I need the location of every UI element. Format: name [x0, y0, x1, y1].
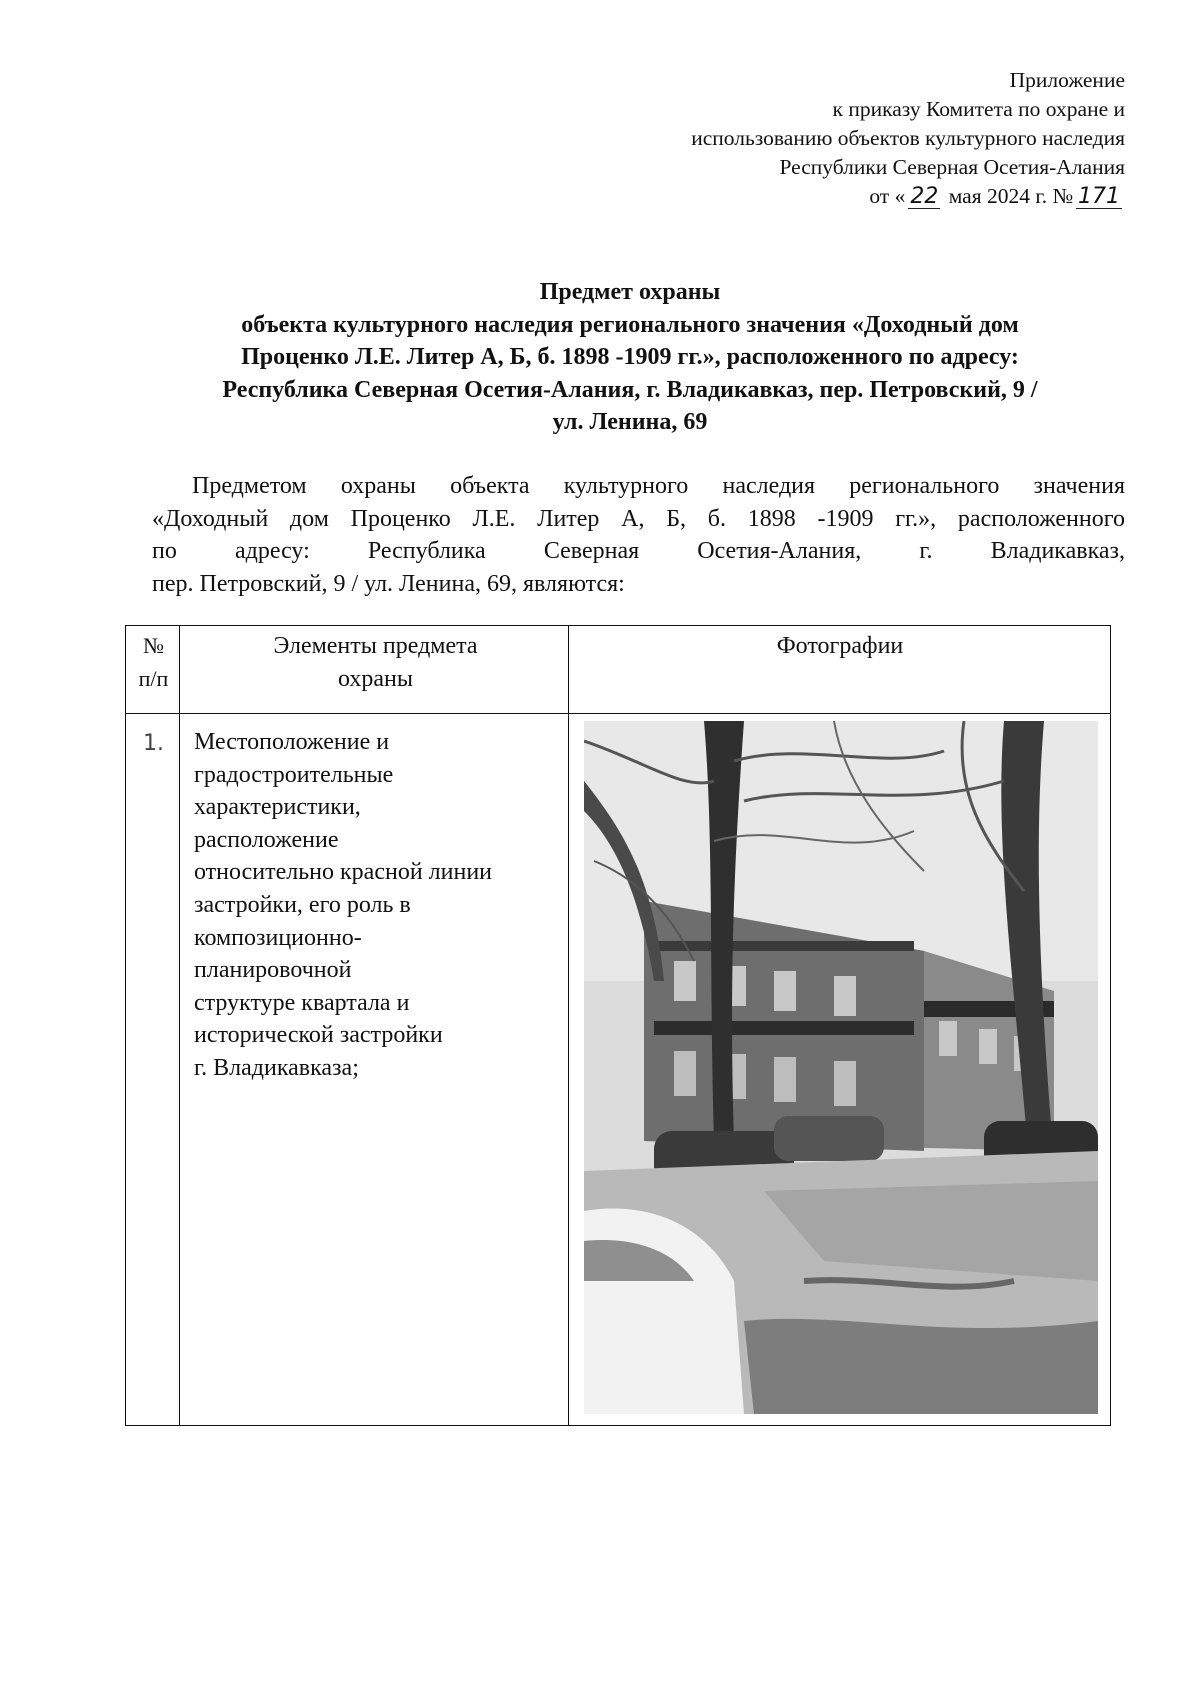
description-line: Местоположение и [194, 729, 390, 755]
description-line: исторической застройки [194, 1022, 443, 1049]
row-element-description [194, 726, 569, 1085]
appendix-line: использованию объектов культурного наследия [691, 126, 1125, 150]
date-prefix: от « [869, 184, 906, 208]
description-line: расположение [194, 826, 339, 853]
header-elements-line: Элементы предмета [273, 633, 478, 659]
description-line: градостроительные [194, 761, 394, 788]
header-photos: Фотографии [776, 633, 904, 659]
header-elements [181, 630, 570, 695]
handwritten-day: 22 [910, 184, 939, 209]
header-divider [126, 713, 1110, 714]
title-line: Предмет охраны [539, 279, 721, 305]
appendix-line: Приложение [1009, 68, 1125, 92]
intro-line: по адресу: Республика Северная Осетия-Алания, г. Владикавказ, [152, 538, 1125, 564]
date-middle: мая 2024 г. № [943, 184, 1073, 208]
description-line: планировочной [194, 957, 352, 984]
intro-line: Предметом охраны объекта культурного наследия регионального значения [192, 473, 1125, 499]
title-line: ул. Ленина, 69 [552, 409, 708, 435]
intro-line: пер. Петровский, 9 / ул. Ленина, 69, являются: [152, 570, 625, 597]
description-line: г. Владикавказа; [194, 1054, 359, 1081]
description-line: застройки, его роль в [194, 891, 411, 918]
title-line: Республика Северная Осетия-Алания, г. Владикавказ, пер. Петровский, 9 / [222, 376, 1038, 403]
description-line: относительно красной линии [194, 859, 493, 886]
intro-line: «Доходный дом Проценко Л.Е. Литер А, Б, б. 1898 -1909 гг.», расположенного [152, 505, 1125, 532]
row-number: 1. [143, 731, 164, 756]
description-line: структуре квартала и [194, 989, 410, 1016]
description-line: характеристики, [194, 794, 361, 821]
header-number-label: п/п [138, 665, 169, 691]
title-line: объекта культурного наследия регионального значения «Доходный дом [241, 311, 1019, 338]
street-photo-illustration [584, 721, 1098, 1414]
header-number [126, 630, 181, 695]
header-number-symbol: № [143, 633, 164, 658]
description-line: композиционно- [194, 924, 362, 951]
handwritten-order-number: 171 [1078, 184, 1120, 209]
appendix-line: Республики Северная Осетия-Алания [779, 155, 1125, 179]
appendix-line: к приказу Комитета по охране и [832, 97, 1125, 121]
building-photo [584, 721, 1098, 1414]
appendix-date-line [691, 182, 1125, 211]
appendix-block [691, 66, 1125, 211]
intro-paragraph [152, 470, 1125, 600]
title-line: Проценко Л.Е. Литер А, Б, б. 1898 -1909 гг.», расположенного по адресу: [241, 344, 1019, 370]
header-elements-line: охраны [337, 665, 414, 692]
document-title [130, 276, 1130, 439]
